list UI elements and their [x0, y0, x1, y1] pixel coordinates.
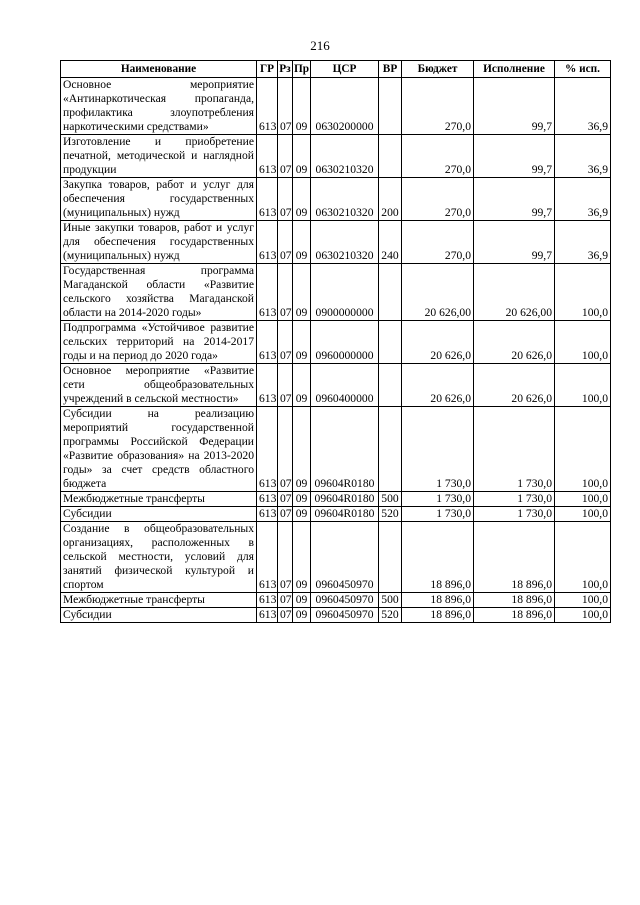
cell-pct: 100,0	[555, 321, 611, 364]
cell-vr: 500	[379, 593, 402, 608]
cell-budget: 18 896,0	[402, 522, 474, 593]
cell-pct: 100,0	[555, 407, 611, 492]
cell-csr: 0630210320	[311, 135, 379, 178]
cell-gr: 613	[257, 78, 278, 135]
cell-pr: 09	[293, 522, 311, 593]
cell-budget: 1 730,0	[402, 407, 474, 492]
table-row	[61, 364, 611, 407]
header-rz: Рз	[278, 61, 293, 78]
cell-pr: 09	[293, 364, 311, 407]
cell-pct: 36,9	[555, 78, 611, 135]
cell-rz: 07	[278, 78, 293, 135]
cell-csr: 0630200000	[311, 78, 379, 135]
cell-vr: 240	[379, 221, 402, 264]
cell-name: Межбюджетные трансферты	[61, 492, 257, 507]
cell-gr: 613	[257, 221, 278, 264]
cell-execution: 18 896,0	[474, 608, 555, 623]
cell-rz: 07	[278, 522, 293, 593]
cell-pct: 100,0	[555, 522, 611, 593]
cell-name: Субсидии	[61, 608, 257, 623]
cell-pr: 09	[293, 135, 311, 178]
table-row	[61, 221, 611, 264]
cell-budget: 270,0	[402, 78, 474, 135]
cell-rz: 07	[278, 507, 293, 522]
cell-pct: 36,9	[555, 135, 611, 178]
cell-name: Межбюджетные трансферты	[61, 593, 257, 608]
cell-pr: 09	[293, 221, 311, 264]
cell-gr: 613	[257, 593, 278, 608]
cell-pr: 09	[293, 178, 311, 221]
table-row	[61, 135, 611, 178]
cell-rz: 07	[278, 608, 293, 623]
cell-pr: 09	[293, 407, 311, 492]
header-csr: ЦСР	[311, 61, 379, 78]
table-row	[61, 321, 611, 364]
table-header-row	[61, 61, 611, 78]
cell-execution: 1 730,0	[474, 492, 555, 507]
cell-gr: 613	[257, 522, 278, 593]
cell-pct: 100,0	[555, 608, 611, 623]
cell-budget: 20 626,00	[402, 264, 474, 321]
header-budget: Бюджет	[402, 61, 474, 78]
cell-rz: 07	[278, 492, 293, 507]
cell-csr: 0960450970	[311, 522, 379, 593]
table-row	[61, 178, 611, 221]
cell-budget: 20 626,0	[402, 364, 474, 407]
cell-vr: 500	[379, 492, 402, 507]
cell-csr: 0960400000	[311, 364, 379, 407]
header-pr: Пр	[293, 61, 311, 78]
page-number: 216	[310, 38, 330, 53]
cell-name: Подпрограмма «Устойчивое развитие сельских территорий на 2014-2017 годы и на период до 2020 года»	[61, 321, 257, 364]
cell-budget: 270,0	[402, 178, 474, 221]
cell-rz: 07	[278, 135, 293, 178]
cell-gr: 613	[257, 608, 278, 623]
cell-name: Основное мероприятие «Развитие сети общеобразовательных учреждений в сельской местности»	[61, 364, 257, 407]
cell-rz: 07	[278, 321, 293, 364]
cell-vr: 520	[379, 507, 402, 522]
cell-execution: 99,7	[474, 135, 555, 178]
cell-vr	[379, 321, 402, 364]
cell-gr: 613	[257, 264, 278, 321]
cell-rz: 07	[278, 221, 293, 264]
cell-name: Закупка товаров, работ и услуг для обеспечения государственных (муниципальных) нужд	[61, 178, 257, 221]
table-row	[61, 492, 611, 507]
cell-budget: 1 730,0	[402, 492, 474, 507]
cell-vr: 200	[379, 178, 402, 221]
cell-execution: 18 896,0	[474, 522, 555, 593]
cell-budget: 18 896,0	[402, 608, 474, 623]
table-row	[61, 593, 611, 608]
cell-execution: 18 896,0	[474, 593, 555, 608]
cell-pct: 100,0	[555, 593, 611, 608]
cell-rz: 07	[278, 364, 293, 407]
cell-name: Иные закупки товаров, работ и услуг для обеспечения государственных (муниципальных) нужд	[61, 221, 257, 264]
table-row	[61, 507, 611, 522]
cell-gr: 613	[257, 407, 278, 492]
cell-rz: 07	[278, 178, 293, 221]
cell-budget: 1 730,0	[402, 507, 474, 522]
cell-execution: 99,7	[474, 221, 555, 264]
cell-gr: 613	[257, 178, 278, 221]
table-row	[61, 608, 611, 623]
cell-pr: 09	[293, 321, 311, 364]
table-row	[61, 264, 611, 321]
cell-budget: 20 626,0	[402, 321, 474, 364]
cell-csr: 09604R0180	[311, 492, 379, 507]
cell-rz: 07	[278, 264, 293, 321]
cell-execution: 99,7	[474, 78, 555, 135]
cell-pr: 09	[293, 264, 311, 321]
table-row	[61, 78, 611, 135]
header-pct: % исп.	[555, 61, 611, 78]
cell-gr: 613	[257, 492, 278, 507]
budget-table	[60, 60, 611, 623]
header-name: Наименование	[61, 61, 257, 78]
cell-name: Изготовление и приобретение печатной, методической и наглядной продукции	[61, 135, 257, 178]
cell-vr	[379, 364, 402, 407]
cell-pct: 36,9	[555, 221, 611, 264]
cell-pct: 100,0	[555, 264, 611, 321]
header-execution: Исполнение	[474, 61, 555, 78]
cell-execution: 20 626,00	[474, 264, 555, 321]
cell-csr: 09604R0180	[311, 507, 379, 522]
cell-csr: 0960000000	[311, 321, 379, 364]
cell-name: Государственная программа Магаданской области «Развитие сельского хозяйства Магаданской области на 2014-2020 годы»	[61, 264, 257, 321]
cell-pr: 09	[293, 507, 311, 522]
cell-pr: 09	[293, 608, 311, 623]
cell-gr: 613	[257, 507, 278, 522]
cell-rz: 07	[278, 593, 293, 608]
cell-budget: 18 896,0	[402, 593, 474, 608]
cell-pr: 09	[293, 593, 311, 608]
cell-vr	[379, 407, 402, 492]
cell-gr: 613	[257, 135, 278, 178]
cell-pr: 09	[293, 78, 311, 135]
cell-budget: 270,0	[402, 221, 474, 264]
cell-csr: 09604R0180	[311, 407, 379, 492]
cell-name: Субсидии на реализацию мероприятий государственной программы Российской Федерации «Развитие образования» на 2013-2020 годы» за счет средств областного бюджета	[61, 407, 257, 492]
cell-rz: 07	[278, 407, 293, 492]
cell-execution: 1 730,0	[474, 507, 555, 522]
cell-execution: 20 626,0	[474, 364, 555, 407]
cell-name: Основное мероприятие «Антинаркотическая пропаганда, профилактика злоупотребления наркотическими средствами»	[61, 78, 257, 135]
header-vr: ВР	[379, 61, 402, 78]
cell-vr: 520	[379, 608, 402, 623]
cell-csr: 0960450970	[311, 608, 379, 623]
cell-vr	[379, 522, 402, 593]
cell-gr: 613	[257, 321, 278, 364]
cell-name: Создание в общеобразовательных организациях, расположенных в сельской местности, условий для занятий физической культурой и спортом	[61, 522, 257, 593]
cell-pr: 09	[293, 492, 311, 507]
header-gr: ГР	[257, 61, 278, 78]
cell-csr: 0630210320	[311, 178, 379, 221]
cell-pct: 36,9	[555, 178, 611, 221]
cell-csr: 0630210320	[311, 221, 379, 264]
cell-pct: 100,0	[555, 507, 611, 522]
cell-budget: 270,0	[402, 135, 474, 178]
cell-execution: 20 626,0	[474, 321, 555, 364]
cell-vr	[379, 78, 402, 135]
cell-vr	[379, 135, 402, 178]
cell-vr	[379, 264, 402, 321]
cell-execution: 99,7	[474, 178, 555, 221]
cell-name: Субсидии	[61, 507, 257, 522]
cell-pct: 100,0	[555, 492, 611, 507]
cell-csr: 0960450970	[311, 593, 379, 608]
cell-csr: 0900000000	[311, 264, 379, 321]
cell-execution: 1 730,0	[474, 407, 555, 492]
cell-pct: 100,0	[555, 364, 611, 407]
table-row	[61, 522, 611, 593]
cell-gr: 613	[257, 364, 278, 407]
table-row	[61, 407, 611, 492]
